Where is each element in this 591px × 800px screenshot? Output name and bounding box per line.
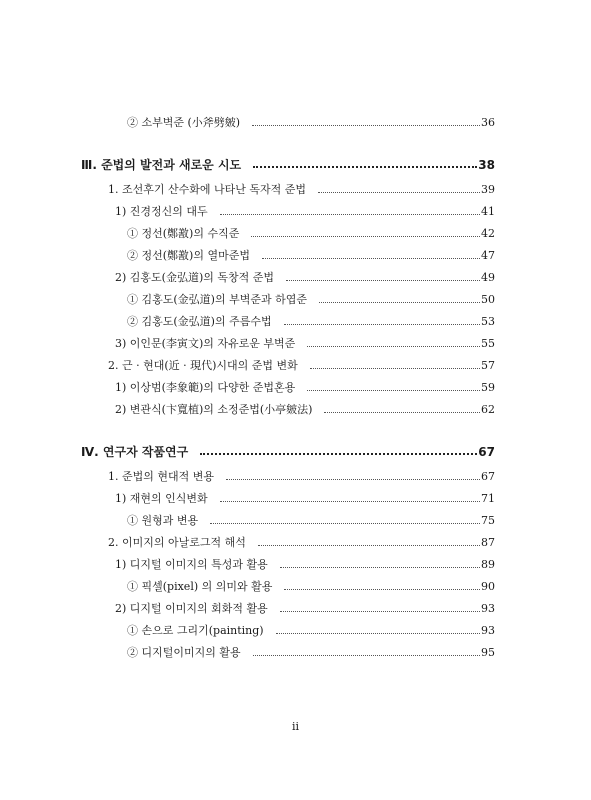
toc-page-number: 90 <box>481 580 495 593</box>
toc-entry-title: 1. 준법의 현대적 변용 <box>108 470 214 483</box>
toc-dot-leader <box>324 412 480 413</box>
toc-entry[interactable] <box>0 616 495 638</box>
toc-entry-title: 1) 디지털 이미지의 특성과 활용 <box>115 558 268 571</box>
toc-page-number: 55 <box>481 337 495 350</box>
page-number-footer: ii <box>291 720 300 733</box>
toc-entry[interactable] <box>0 108 495 130</box>
toc-dot-leader <box>253 166 477 168</box>
toc-entry-title: ② 김홍도(金弘道)의 주름수법 <box>127 315 272 328</box>
toc-page-number: 41 <box>481 205 495 218</box>
toc-dot-leader <box>319 302 480 303</box>
toc-dot-leader <box>200 453 477 455</box>
toc-entry[interactable] <box>0 594 495 616</box>
toc-entry-title: ① 픽셀(pixel) 의 의미와 활용 <box>127 580 273 593</box>
toc-entry[interactable] <box>0 329 495 351</box>
toc-page-number: 57 <box>481 359 495 372</box>
toc-entry[interactable] <box>0 307 495 329</box>
toc-entry-title: 1) 재현의 인식변화 <box>115 492 208 505</box>
toc-dot-leader <box>284 589 480 590</box>
toc-entry[interactable] <box>0 175 495 197</box>
toc-entry-title: ① 김홍도(金弘道)의 부벽준과 하엽준 <box>127 293 307 306</box>
toc-entry[interactable] <box>0 528 495 550</box>
toc-dot-leader <box>284 324 480 325</box>
toc-page-number: 67 <box>478 445 495 459</box>
toc-dot-leader <box>310 368 480 369</box>
toc-entry-title: 2. 근 · 현대(近 · 現代)시대의 준법 변화 <box>108 359 298 372</box>
toc-entry-title: 1) 이상범(李象範)의 다양한 준법혼용 <box>115 381 296 394</box>
toc-dot-leader <box>252 125 480 126</box>
toc-page-number: 95 <box>481 646 495 659</box>
toc-dot-leader <box>226 479 480 480</box>
toc-page-number: 50 <box>481 293 495 306</box>
toc-entry-title: Ⅳ. 연구자 작품연구 <box>81 445 189 459</box>
toc-page-number: 53 <box>481 315 495 328</box>
toc-page-number: 49 <box>481 271 495 284</box>
toc-entry-title: 2) 김홍도(金弘道)의 독창적 준법 <box>115 271 274 284</box>
toc-dot-leader <box>280 611 480 612</box>
toc-entry[interactable] <box>0 351 495 373</box>
toc-page-number: 36 <box>481 116 495 129</box>
toc-page-number: 39 <box>481 183 495 196</box>
toc-entry-title: ② 소부벽준 (小斧劈皴) <box>127 116 241 129</box>
toc-page-number: 47 <box>481 249 495 262</box>
toc-page-number: 93 <box>481 624 495 637</box>
toc-entry-title: ② 정선(鄭敾)의 열마준법 <box>127 249 250 262</box>
toc-dot-leader <box>262 258 480 259</box>
toc-chapter-heading[interactable] <box>0 150 495 172</box>
toc-dot-leader <box>286 280 480 281</box>
toc-entry[interactable] <box>0 241 495 263</box>
toc-entry-title: 1) 진경정신의 대두 <box>115 205 208 218</box>
toc-dot-leader <box>280 567 480 568</box>
toc-dot-leader <box>220 501 480 502</box>
toc-dot-leader <box>307 346 480 347</box>
toc-entry-title: ① 원형과 변용 <box>127 514 199 527</box>
toc-entry-title: 2) 변관식(卞寬植)의 소정준법(小亭皴法) <box>115 403 313 416</box>
toc-dot-leader <box>276 633 480 634</box>
toc-page-number: 67 <box>481 470 495 483</box>
toc-page-number: 62 <box>481 403 495 416</box>
toc-entry-title: 2. 이미지의 아날로그적 해석 <box>108 536 246 549</box>
toc-page-number: 75 <box>481 514 495 527</box>
toc-entry-title: 2) 디지털 이미지의 회화적 활용 <box>115 602 268 615</box>
toc-entry-title: Ⅲ. 준법의 발전과 새로운 시도 <box>81 158 242 172</box>
toc-entry[interactable] <box>0 550 495 572</box>
toc-page-number: 42 <box>481 227 495 240</box>
toc-dot-leader <box>220 214 480 215</box>
toc-entry[interactable] <box>0 395 495 417</box>
toc-entry[interactable] <box>0 373 495 395</box>
toc-entry-title: ① 정선(鄭敾)의 수직준 <box>127 227 240 240</box>
toc-page-number: 59 <box>481 381 495 394</box>
toc-entry-title: 3) 이인문(李寅文)의 자유로운 부벽준 <box>115 337 296 350</box>
toc-entry-title: 1. 조선후기 산수화에 나타난 독자적 준법 <box>108 183 306 196</box>
toc-entry-title: ② 디지털이미지의 활용 <box>127 646 241 659</box>
toc-page-number: 71 <box>481 492 495 505</box>
toc-dot-leader <box>253 655 480 656</box>
toc-dot-leader <box>251 236 480 237</box>
toc-entry[interactable] <box>0 263 495 285</box>
toc-dot-leader <box>258 545 480 546</box>
toc-entry[interactable] <box>0 638 495 660</box>
toc-dot-leader <box>210 523 480 524</box>
toc-page-number: 93 <box>481 602 495 615</box>
toc-dot-leader <box>318 192 480 193</box>
toc-entry[interactable] <box>0 462 495 484</box>
toc-entry[interactable] <box>0 572 495 594</box>
toc-page-number: 38 <box>478 158 495 172</box>
toc-entry[interactable] <box>0 219 495 241</box>
toc-entry-title: ① 손으로 그리기(painting) <box>127 624 264 637</box>
toc-entry[interactable] <box>0 484 495 506</box>
toc-page-number: 89 <box>481 558 495 571</box>
toc-entry[interactable] <box>0 506 495 528</box>
toc-page-number: 87 <box>481 536 495 549</box>
toc-entry[interactable] <box>0 197 495 219</box>
toc-entry[interactable] <box>0 285 495 307</box>
toc-chapter-heading[interactable] <box>0 437 495 459</box>
toc-dot-leader <box>307 390 480 391</box>
